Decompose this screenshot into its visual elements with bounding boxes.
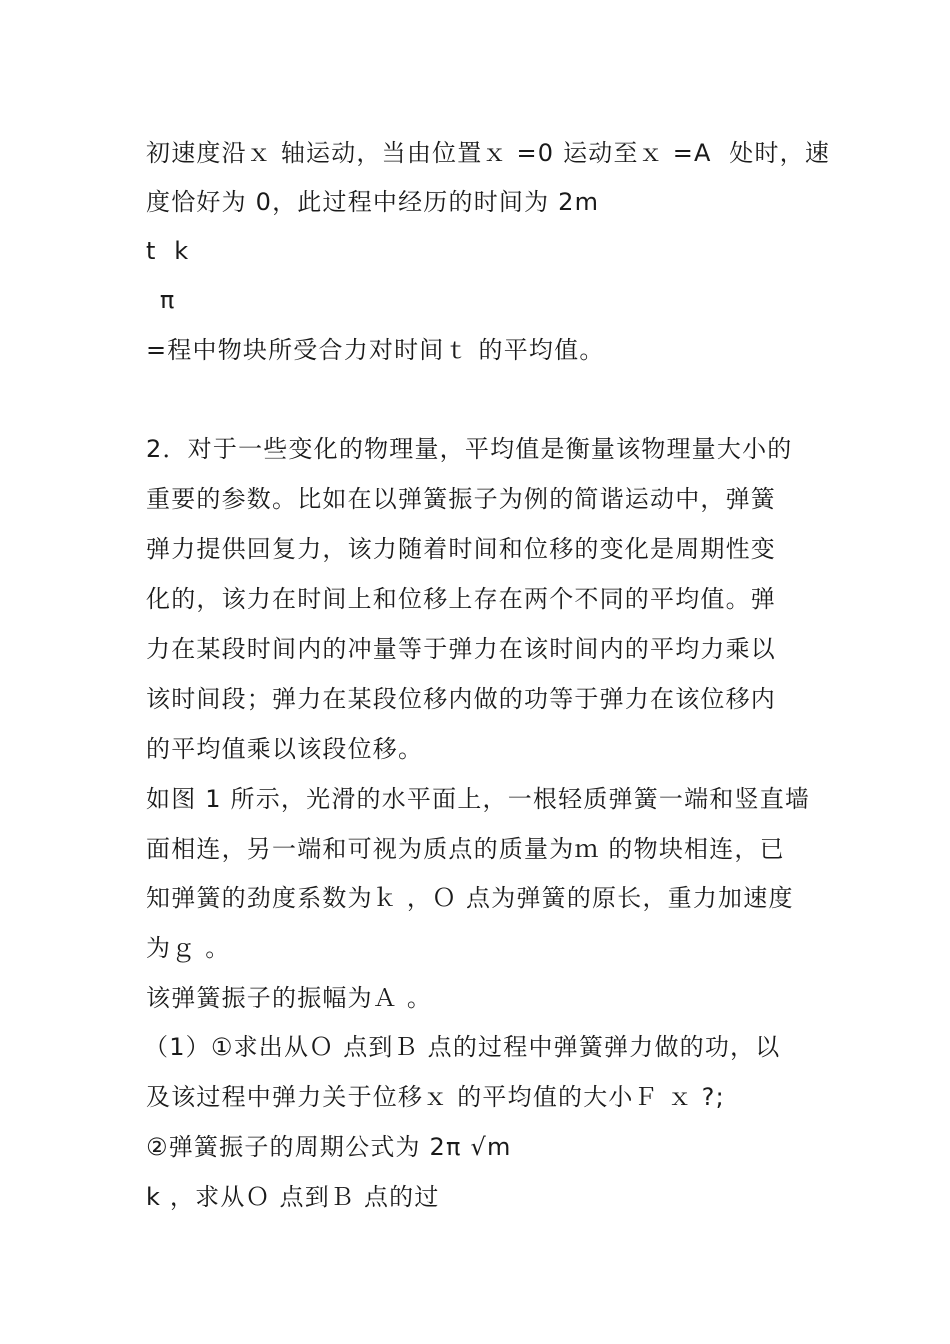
text-line-6: 2．对于一些变化的物理量，平均值是衡量该物理量大小的 — [146, 435, 793, 463]
text-line-17: 该弹簧振子的振幅为Ａ 。 — [146, 984, 433, 1012]
text-line-11: 该时间段；弹力在某段位移内做的功等于弹力在该位移内 — [146, 685, 776, 713]
text-line-15: 知弹簧的劲度系数为ｋ ，Ｏ 点为弹簧的原长，重力加速度 — [146, 884, 794, 912]
text-line-2: 度恰好为 0，此过程中经历的时间为 2m — [146, 188, 600, 216]
text-line-20: ②弹簧振子的周期公式为 2π √m — [146, 1133, 512, 1161]
text-line-4: π — [151, 286, 176, 314]
text-line-12: 的平均值乘以该段位移。 — [146, 735, 424, 763]
text-line-14: 面相连，另一端和可视为质点的质量为ｍ 的物块相连，已 — [146, 835, 785, 863]
text-line-9: 化的，该力在时间上和位移上存在两个不同的平均值。弹 — [146, 585, 776, 613]
text-line-21: k ，求从Ｏ 点到Ｂ 点的过 — [146, 1183, 440, 1211]
text-line-18: （1）①求出从Ｏ 点到Ｂ 点的过程中弹簧弹力做的功，以 — [144, 1033, 781, 1061]
text-line-1: 初速度沿ｘ 轴运动，当由位置ｘ =0 运动至ｘ =A 处时，速 — [146, 139, 831, 167]
text-line-16: 为ｇ 。 — [146, 934, 231, 962]
text-line-7: 重要的参数。比如在以弹簧振子为例的简谐运动中，弹簧 — [146, 485, 776, 513]
text-line-19: 及该过程中弹力关于位移ｘ 的平均值的大小Ｆ ｘ ?; — [146, 1083, 725, 1111]
text-line-10: 力在某段时间内的冲量等于弹力在该时间内的平均力乘以 — [146, 635, 776, 663]
text-line-8: 弹力提供回复力，该力随着时间和位移的变化是周期性变 — [146, 535, 776, 563]
text-line-5: =程中物块所受合力对时间ｔ 的平均值。 — [146, 336, 605, 364]
text-line-13: 如图 1 所示，光滑的水平面上，一根轻质弹簧一端和竖直墙 — [146, 785, 811, 813]
text-line-3: t k — [146, 237, 190, 265]
